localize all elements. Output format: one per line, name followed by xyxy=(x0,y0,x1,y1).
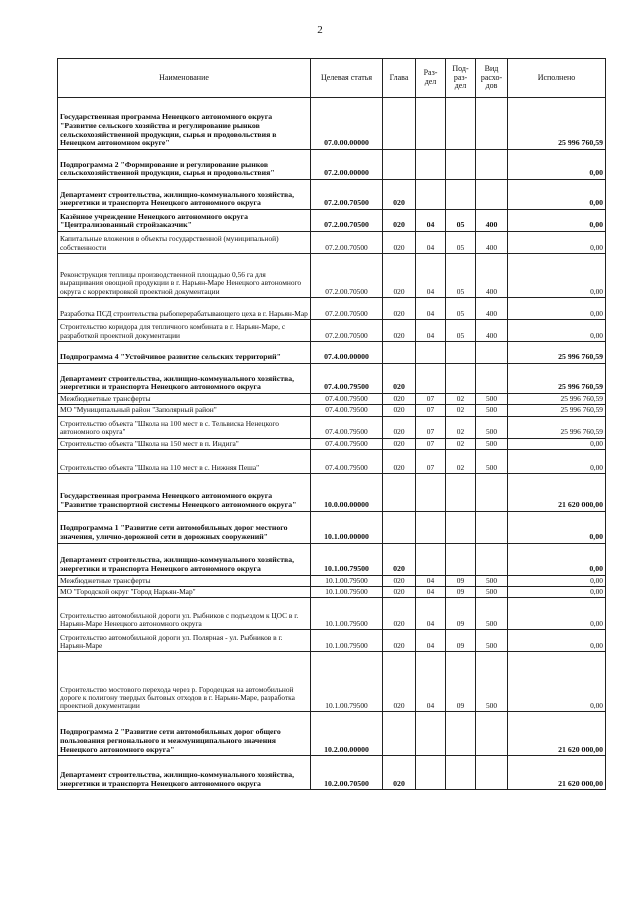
table-row xyxy=(58,320,606,342)
cell-section xyxy=(416,342,446,364)
cell-expense-type xyxy=(476,150,508,180)
cell-name: Подпрограмма 4 "Устойчивое развитие сельских территорий" xyxy=(58,342,311,364)
cell-executed: 21 620 000,00 xyxy=(508,756,606,790)
cell-executed: 0,00 xyxy=(508,150,606,180)
table-row xyxy=(58,575,606,586)
cell-chapter: 020 xyxy=(383,630,416,652)
cell-executed: 0,00 xyxy=(508,511,606,543)
cell-subsection xyxy=(446,473,476,511)
table-row xyxy=(58,364,606,394)
cell-section: 04 xyxy=(416,598,446,630)
cell-executed: 0,00 xyxy=(508,449,606,473)
cell-subsection: 05 xyxy=(446,254,476,298)
cell-chapter: 020 xyxy=(383,394,416,405)
cell-subsection: 09 xyxy=(446,630,476,652)
cell-executed: 25 996 760,59 xyxy=(508,416,606,438)
cell-expense-type: 400 xyxy=(476,320,508,342)
cell-name: Строительство автомобильной дороги ул. Полярная - ул. Рыбников в г. Нарьян-Маре xyxy=(58,630,311,652)
cell-chapter: 020 xyxy=(383,652,416,712)
cell-chapter: 020 xyxy=(383,320,416,342)
cell-expense-type: 400 xyxy=(476,254,508,298)
cell-subsection: 05 xyxy=(446,232,476,254)
cell-executed: 21 620 000,00 xyxy=(508,473,606,511)
cell-expense-type: 500 xyxy=(476,587,508,598)
cell-subsection: 05 xyxy=(446,320,476,342)
cell-expense-type xyxy=(476,98,508,150)
cell-section: 07 xyxy=(416,438,446,449)
cell-target-article: 10.1.00.00000 xyxy=(311,511,383,543)
cell-subsection xyxy=(446,364,476,394)
cell-name: Строительство автомобильной дороги ул. Рыбников с подъездом к ЦОС в г. Нарьян-Маре Ненецкого автономного округа xyxy=(58,598,311,630)
cell-name: Разработка ПСД строительства рыбоперерабатывающего цеха в г. Нарьян-Мар xyxy=(58,298,311,320)
cell-chapter xyxy=(383,150,416,180)
budget-table xyxy=(57,58,606,790)
cell-chapter: 020 xyxy=(383,756,416,790)
cell-section xyxy=(416,543,446,575)
table-row xyxy=(58,587,606,598)
table-row xyxy=(58,394,606,405)
cell-name: Межбюджетные трансферты xyxy=(58,575,311,586)
cell-section: 04 xyxy=(416,232,446,254)
cell-expense-type xyxy=(476,511,508,543)
header-target-article: Целевая статья xyxy=(311,59,383,98)
cell-target-article: 07.2.00.70500 xyxy=(311,210,383,232)
cell-section: 04 xyxy=(416,320,446,342)
table-row xyxy=(58,543,606,575)
cell-section xyxy=(416,511,446,543)
cell-expense-type: 500 xyxy=(476,394,508,405)
page-number: 2 xyxy=(317,24,323,36)
table-row xyxy=(58,473,606,511)
cell-section xyxy=(416,98,446,150)
cell-target-article: 07.2.00.70500 xyxy=(311,232,383,254)
cell-subsection xyxy=(446,150,476,180)
cell-target-article: 07.4.00.79500 xyxy=(311,394,383,405)
cell-section: 04 xyxy=(416,298,446,320)
cell-chapter xyxy=(383,712,416,756)
cell-target-article: 10.1.00.79500 xyxy=(311,587,383,598)
cell-chapter: 020 xyxy=(383,180,416,210)
cell-executed: 0,00 xyxy=(508,598,606,630)
header-section: Раз- дел xyxy=(416,59,446,98)
table-row xyxy=(58,254,606,298)
cell-target-article: 07.4.00.79500 xyxy=(311,438,383,449)
table-row xyxy=(58,98,606,150)
cell-chapter: 020 xyxy=(383,232,416,254)
cell-target-article: 07.4.00.79500 xyxy=(311,405,383,416)
cell-target-article: 07.2.00.70500 xyxy=(311,254,383,298)
cell-executed: 25 996 760,59 xyxy=(508,342,606,364)
cell-chapter: 020 xyxy=(383,575,416,586)
cell-subsection xyxy=(446,756,476,790)
cell-section xyxy=(416,473,446,511)
cell-section: 07 xyxy=(416,416,446,438)
cell-section: 04 xyxy=(416,587,446,598)
cell-subsection: 09 xyxy=(446,652,476,712)
cell-chapter: 020 xyxy=(383,405,416,416)
table-row xyxy=(58,598,606,630)
table-row xyxy=(58,405,606,416)
cell-chapter xyxy=(383,342,416,364)
cell-subsection: 05 xyxy=(446,210,476,232)
cell-target-article: 10.2.00.00000 xyxy=(311,712,383,756)
cell-subsection: 09 xyxy=(446,575,476,586)
table-header-row xyxy=(58,59,606,98)
cell-section xyxy=(416,150,446,180)
cell-expense-type xyxy=(476,342,508,364)
cell-chapter: 020 xyxy=(383,598,416,630)
cell-chapter: 020 xyxy=(383,416,416,438)
table-row xyxy=(58,652,606,712)
cell-chapter: 020 xyxy=(383,587,416,598)
cell-target-article: 10.1.00.79500 xyxy=(311,543,383,575)
cell-name: МО "Городской округ "Город Нарьян-Мар" xyxy=(58,587,311,598)
cell-section: 07 xyxy=(416,449,446,473)
cell-executed: 25 996 760,59 xyxy=(508,98,606,150)
header-chapter: Глава xyxy=(383,59,416,98)
table-body xyxy=(58,98,606,790)
cell-target-article: 07.2.00.70500 xyxy=(311,298,383,320)
cell-target-article: 10.1.00.79500 xyxy=(311,575,383,586)
cell-expense-type xyxy=(476,364,508,394)
cell-chapter xyxy=(383,473,416,511)
cell-name: МО "Муниципальный район "Заполярный район" xyxy=(58,405,311,416)
cell-expense-type: 500 xyxy=(476,416,508,438)
cell-expense-type: 500 xyxy=(476,438,508,449)
cell-executed: 0,00 xyxy=(508,320,606,342)
header-executed: Исполнено xyxy=(508,59,606,98)
cell-name: Реконструкция теплицы производственной площадью 0,56 га для выращивания овощной продукции в г. Нарьян-Маре Ненецкого автономного округа с корректировкой проектной документации xyxy=(58,254,311,298)
cell-section: 04 xyxy=(416,254,446,298)
cell-expense-type: 400 xyxy=(476,298,508,320)
cell-executed: 0,00 xyxy=(508,587,606,598)
table-row xyxy=(58,416,606,438)
cell-subsection xyxy=(446,543,476,575)
cell-name: Департамент строительства, жилищно-коммунального хозяйства, энергетики и транспорта Ненецкого автономного округа xyxy=(58,180,311,210)
cell-chapter: 020 xyxy=(383,438,416,449)
cell-section: 04 xyxy=(416,652,446,712)
cell-target-article: 07.4.00.79500 xyxy=(311,449,383,473)
cell-executed: 25 996 760,59 xyxy=(508,394,606,405)
cell-chapter: 020 xyxy=(383,543,416,575)
cell-target-article: 07.4.00.79500 xyxy=(311,416,383,438)
cell-chapter: 020 xyxy=(383,364,416,394)
cell-executed: 0,00 xyxy=(508,438,606,449)
cell-executed: 0,00 xyxy=(508,210,606,232)
cell-executed: 25 996 760,59 xyxy=(508,405,606,416)
cell-name: Государственная программа Ненецкого автономного округа "Развитие сельского хозяйства и регулирование рынков сельскохозяйственной продукции, сырья и продовольствия в Ненецком автономном округе" xyxy=(58,98,311,150)
cell-executed: 0,00 xyxy=(508,232,606,254)
cell-executed: 0,00 xyxy=(508,630,606,652)
cell-target-article: 07.4.00.00000 xyxy=(311,342,383,364)
cell-target-article: 10.1.00.79500 xyxy=(311,652,383,712)
table-row xyxy=(58,438,606,449)
cell-executed: 21 620 000,00 xyxy=(508,712,606,756)
cell-expense-type: 400 xyxy=(476,232,508,254)
cell-name: Капитальные вложения в объекты государственной (муниципальной) собственности xyxy=(58,232,311,254)
cell-section: 04 xyxy=(416,210,446,232)
table-row xyxy=(58,180,606,210)
cell-name: Департамент строительства, жилищно-коммунального хозяйства, энергетики и транспорта Ненецкого автономного округа xyxy=(58,543,311,575)
cell-subsection: 09 xyxy=(446,598,476,630)
cell-name: Строительство мостового перехода через р. Городецкая на автомобильной дороге к полигону твердых бытовых отходов в г. Нарьян-Маре, разработка проектной документации xyxy=(58,652,311,712)
cell-name: Подпрограмма 2 "Развитие сети автомобильных дорог общего пользования регионального и межмуниципального значения Ненецкого автономного округа" xyxy=(58,712,311,756)
cell-expense-type: 500 xyxy=(476,598,508,630)
cell-executed: 0,00 xyxy=(508,543,606,575)
cell-executed: 25 996 760,59 xyxy=(508,364,606,394)
cell-executed: 0,00 xyxy=(508,180,606,210)
cell-name: Межбюджетные трансферты xyxy=(58,394,311,405)
header-name: Наименование xyxy=(58,59,311,98)
cell-name: Казённое учреждение Ненецкого автономного округа "Централизованный стройзаказчик" xyxy=(58,210,311,232)
cell-subsection: 09 xyxy=(446,587,476,598)
cell-target-article: 10.0.00.00000 xyxy=(311,473,383,511)
cell-section xyxy=(416,180,446,210)
cell-executed: 0,00 xyxy=(508,575,606,586)
cell-expense-type xyxy=(476,180,508,210)
cell-name: Подпрограмма 2 "Формирование и регулирование рынков сельскохозяйственной продукции, сырья и продовольствия" xyxy=(58,150,311,180)
cell-expense-type xyxy=(476,756,508,790)
cell-subsection xyxy=(446,98,476,150)
cell-chapter: 020 xyxy=(383,298,416,320)
cell-section: 04 xyxy=(416,575,446,586)
cell-executed: 0,00 xyxy=(508,254,606,298)
cell-section: 07 xyxy=(416,405,446,416)
cell-target-article: 10.1.00.79500 xyxy=(311,598,383,630)
cell-chapter: 020 xyxy=(383,449,416,473)
cell-subsection: 05 xyxy=(446,298,476,320)
cell-target-article: 10.2.00.70500 xyxy=(311,756,383,790)
cell-subsection: 02 xyxy=(446,438,476,449)
cell-target-article: 10.1.00.79500 xyxy=(311,630,383,652)
cell-name: Государственная программа Ненецкого автономного округа "Развитие транспортной системы Ненецкого автономного округа" xyxy=(58,473,311,511)
table-row xyxy=(58,756,606,790)
table-row xyxy=(58,232,606,254)
cell-name: Департамент строительства, жилищно-коммунального хозяйства, энергетики и транспорта Ненецкого автономного округа xyxy=(58,756,311,790)
cell-expense-type xyxy=(476,473,508,511)
table-row xyxy=(58,210,606,232)
header-expense-type: Вид расхо- дов xyxy=(476,59,508,98)
table-row xyxy=(58,449,606,473)
cell-expense-type: 400 xyxy=(476,210,508,232)
cell-subsection: 02 xyxy=(446,416,476,438)
table-row xyxy=(58,630,606,652)
cell-name: Департамент строительства, жилищно-коммунального хозяйства, энергетики и транспорта Ненецкого автономного округа xyxy=(58,364,311,394)
cell-target-article: 07.2.00.70500 xyxy=(311,180,383,210)
cell-expense-type: 500 xyxy=(476,630,508,652)
cell-target-article: 07.0.00.00000 xyxy=(311,98,383,150)
cell-expense-type: 500 xyxy=(476,575,508,586)
table-row xyxy=(58,150,606,180)
cell-subsection xyxy=(446,712,476,756)
table-row xyxy=(58,298,606,320)
cell-subsection: 02 xyxy=(446,405,476,416)
cell-name: Строительство объекта "Школа на 100 мест в с. Тельвиска Ненецкого автономного округа" xyxy=(58,416,311,438)
cell-executed: 0,00 xyxy=(508,652,606,712)
cell-chapter xyxy=(383,98,416,150)
cell-section: 07 xyxy=(416,394,446,405)
cell-section: 04 xyxy=(416,630,446,652)
cell-subsection xyxy=(446,180,476,210)
cell-chapter xyxy=(383,511,416,543)
cell-target-article: 07.2.00.00000 xyxy=(311,150,383,180)
cell-name: Подпрограмма 1 "Развитие сети автомобильных дорог местного значения, улично-дорожной сети в дорожных сооружений" xyxy=(58,511,311,543)
cell-expense-type: 500 xyxy=(476,405,508,416)
cell-subsection: 02 xyxy=(446,449,476,473)
cell-section xyxy=(416,756,446,790)
cell-subsection: 02 xyxy=(446,394,476,405)
cell-target-article: 07.2.00.70500 xyxy=(311,320,383,342)
cell-expense-type: 500 xyxy=(476,652,508,712)
cell-section xyxy=(416,712,446,756)
cell-expense-type xyxy=(476,543,508,575)
cell-section xyxy=(416,364,446,394)
table-row xyxy=(58,511,606,543)
cell-name: Строительство объекта "Школа на 150 мест в п. Индига" xyxy=(58,438,311,449)
cell-chapter: 020 xyxy=(383,254,416,298)
cell-expense-type xyxy=(476,712,508,756)
cell-target-article: 07.4.00.79500 xyxy=(311,364,383,394)
cell-name: Строительство коридора для тепличного комбината в г. Нарьян-Маре, с разработкой проектной документации xyxy=(58,320,311,342)
cell-subsection xyxy=(446,342,476,364)
cell-expense-type: 500 xyxy=(476,449,508,473)
table-row xyxy=(58,712,606,756)
cell-executed: 0,00 xyxy=(508,298,606,320)
cell-subsection xyxy=(446,511,476,543)
table-row xyxy=(58,342,606,364)
header-subsection: Под- раз- дел xyxy=(446,59,476,98)
cell-name: Строительство объекта "Школа на 110 мест в с. Нижняя Пеша" xyxy=(58,449,311,473)
cell-chapter: 020 xyxy=(383,210,416,232)
